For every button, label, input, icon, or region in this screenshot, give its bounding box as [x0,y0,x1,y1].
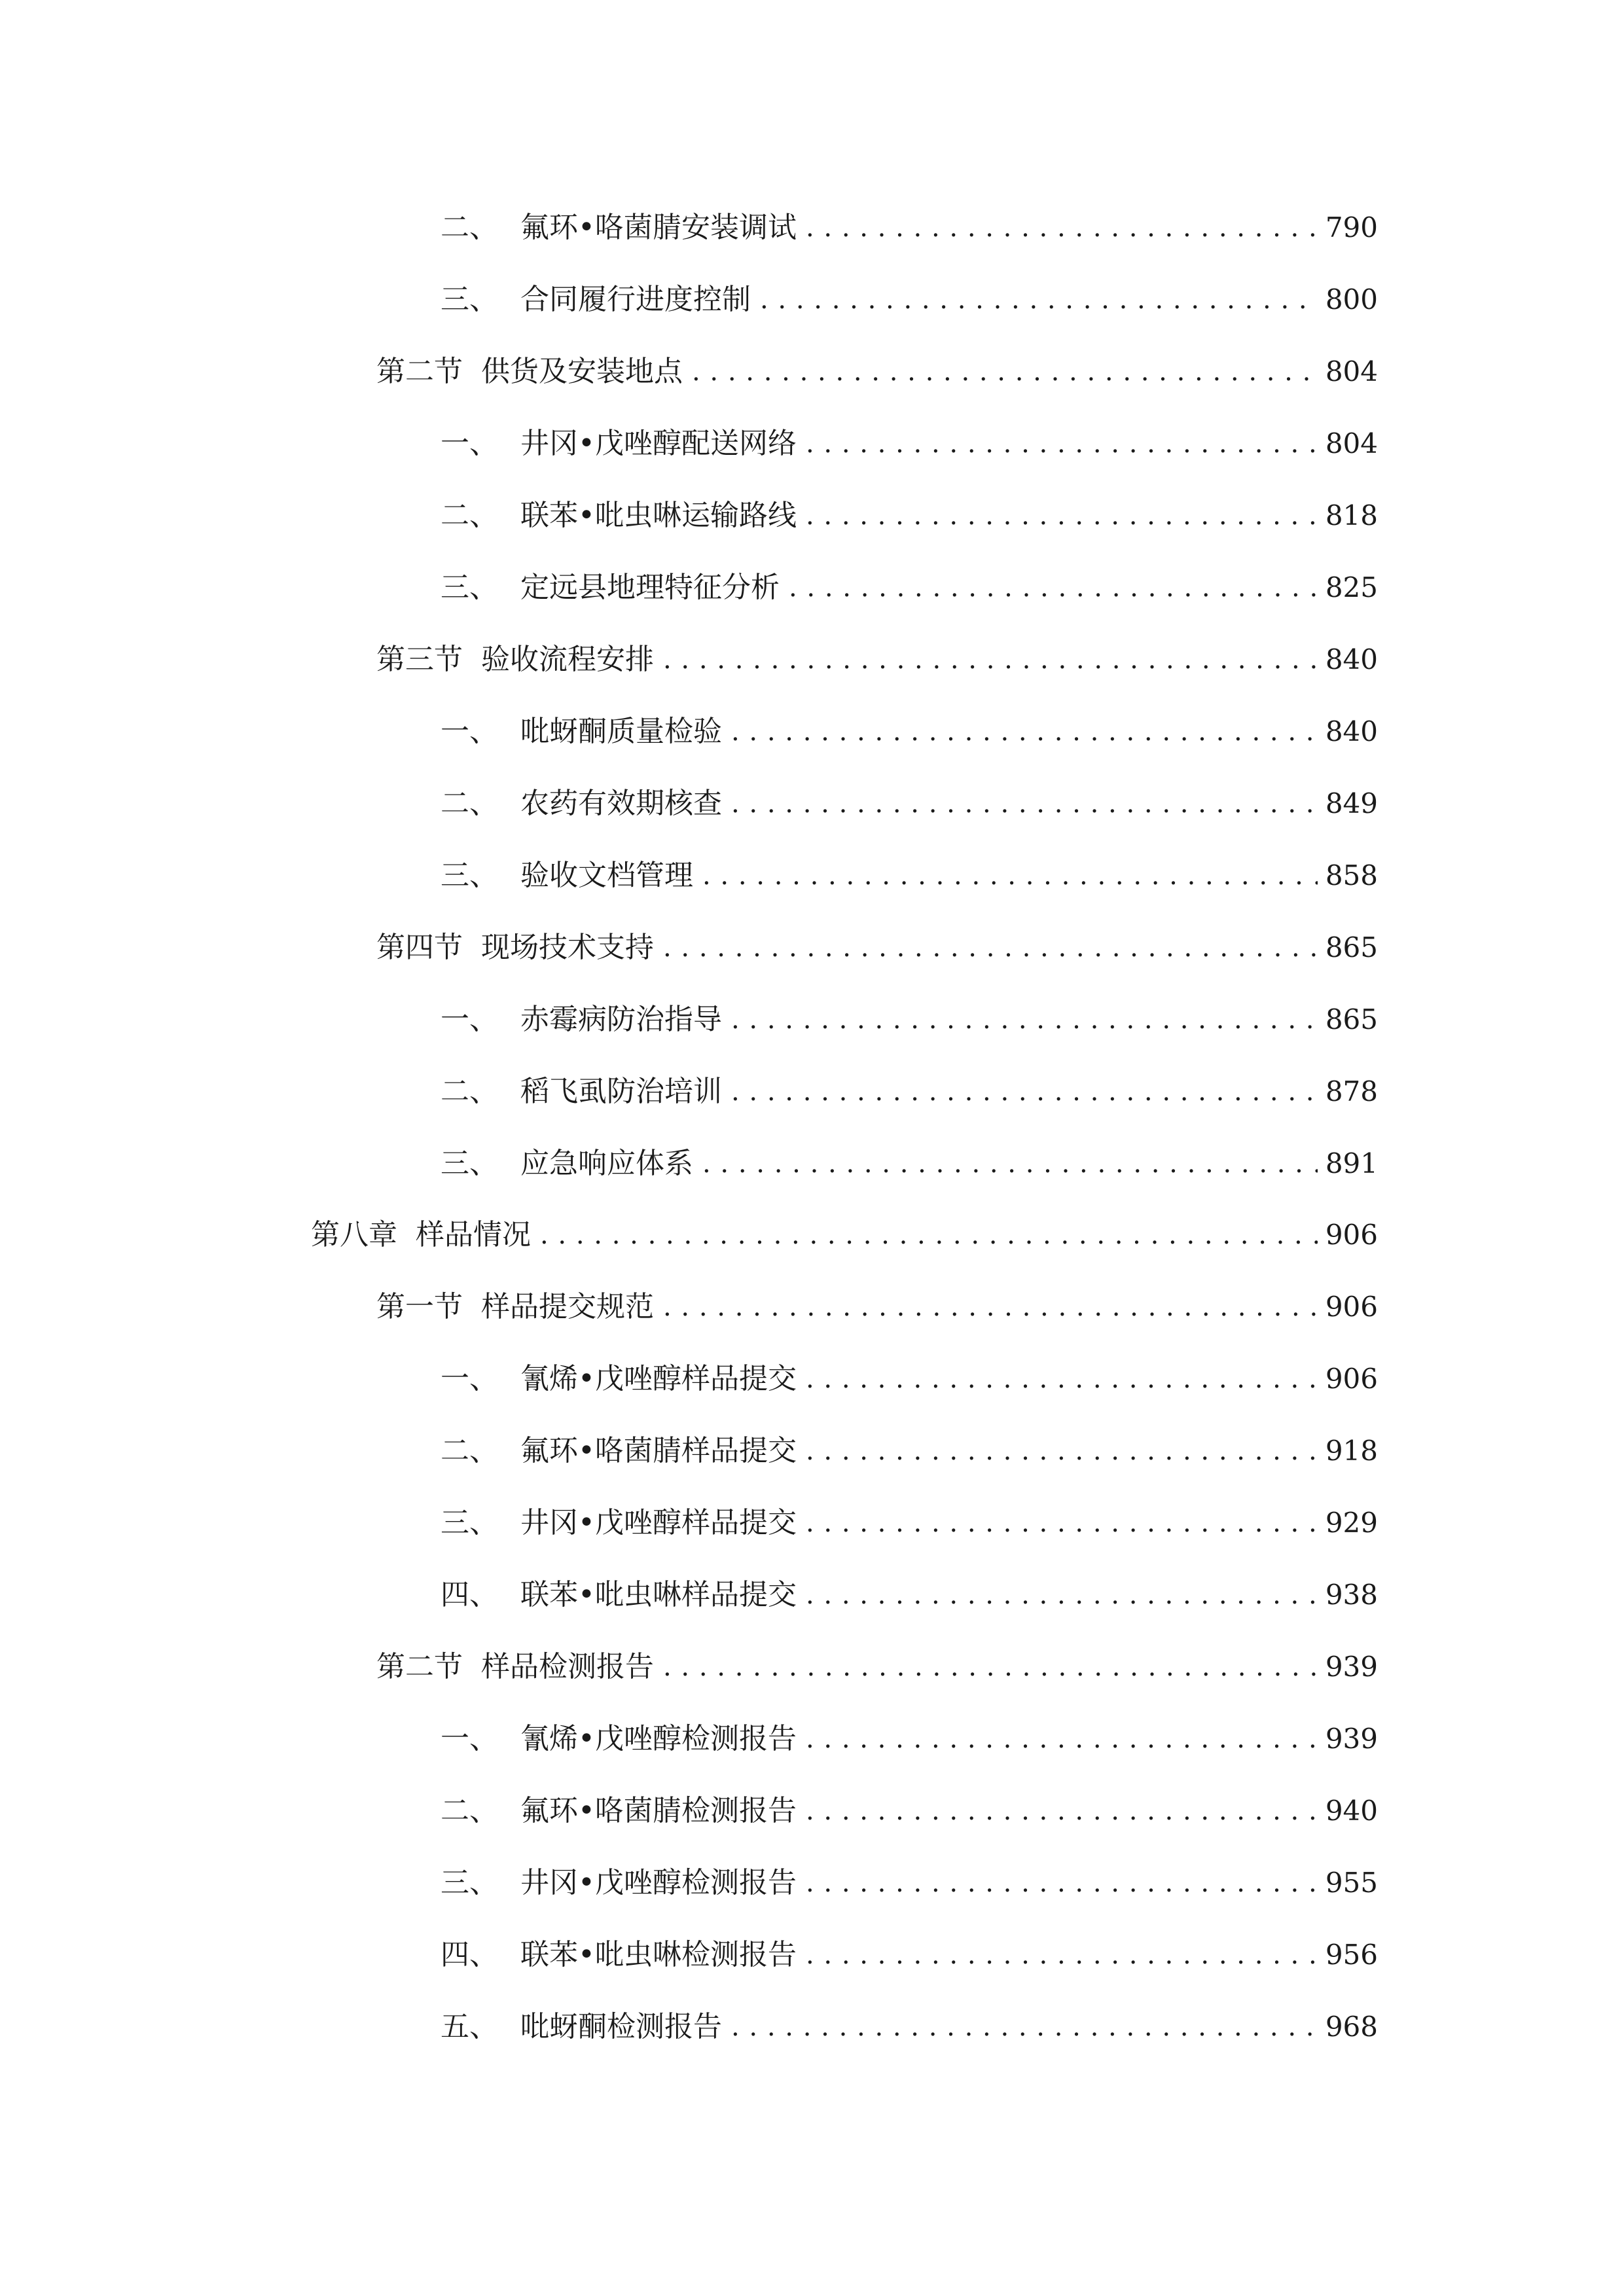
dot-leader [731,778,1318,830]
toc-entry-label [441,274,751,326]
toc-entry-label [441,1066,722,1118]
toc-entry-ordinal: 第八章 [311,1218,397,1251]
dot-leader [702,1138,1318,1190]
toc-entry-label [441,706,722,758]
toc-entry[interactable] [441,418,1378,470]
toc-entry-label [441,1138,693,1190]
dot-leader [806,418,1318,470]
toc-entry[interactable] [441,1066,1378,1118]
toc-entry-title: 井冈•戊唑醇样品提交 [520,1506,797,1539]
dot-leader [806,202,1318,254]
toc-entry-page-number: 906 [1325,1291,1378,1323]
toc-entry-page-number: 878 [1325,1075,1378,1107]
toc-entry-label [376,922,654,974]
toc-entry-title: 样品检测报告 [481,1650,654,1683]
dot-leader [806,1785,1318,1837]
toc-entry-label [376,1641,654,1693]
toc-entry[interactable] [441,202,1378,254]
toc-entry-page-number: 891 [1325,1147,1378,1179]
toc-entry-page-number: 939 [1325,1651,1378,1683]
toc-entry-page-number: 804 [1325,355,1378,387]
dot-leader [806,1857,1318,1909]
toc-entry[interactable] [441,778,1378,830]
toc-entry-title: 应急响应体系 [520,1147,693,1180]
toc-entry-ordinal: 二、 [441,787,498,820]
toc-entry[interactable] [441,1138,1378,1190]
toc-entry-title: 稻飞虱防治培训 [520,1075,722,1108]
toc-entry-page-number: 938 [1325,1579,1378,1611]
toc-entry-label [441,418,797,470]
toc-entry-ordinal: 一、 [441,427,498,460]
toc-entry-label [376,346,683,398]
dot-leader [731,706,1318,758]
toc-entry-ordinal: 三、 [441,1506,498,1539]
dot-leader [692,346,1318,398]
toc-entry[interactable] [376,1641,1378,1693]
dot-leader [806,1569,1318,1621]
toc-entry-page-number: 968 [1325,2011,1378,2043]
dot-leader [731,994,1318,1046]
toc-entry[interactable] [441,1497,1378,1549]
toc-entry[interactable] [441,2001,1378,2053]
toc-entry-ordinal: 一、 [441,715,498,748]
toc-entry-ordinal: 一、 [441,1722,498,1755]
toc-entry-title: 氟环•咯菌腈检测报告 [520,1794,797,1827]
dot-leader [806,1497,1318,1549]
toc-entry-page-number: 906 [1325,1363,1378,1395]
dot-leader [760,274,1318,326]
dot-leader [806,490,1318,542]
toc-entry-ordinal: 三、 [441,1866,498,1899]
toc-entry-page-number: 929 [1325,1507,1378,1539]
dot-leader [806,1425,1318,1477]
toc-entry[interactable] [441,706,1378,758]
toc-entry-ordinal: 三、 [441,571,498,604]
toc-entry-page-number: 906 [1325,1219,1378,1251]
toc-entry-ordinal: 三、 [441,859,498,892]
dot-leader [663,1281,1318,1333]
toc-entry-label [311,1209,531,1261]
toc-entry-title: 吡蚜酮质量检验 [520,715,722,748]
toc-entry[interactable] [376,634,1378,686]
dot-leader [806,1353,1318,1405]
toc-entry-label [441,490,797,542]
dot-leader [789,562,1318,614]
toc-entry-title: 联苯•吡虫啉检测报告 [520,1938,797,1971]
toc-entry-title: 样品情况 [416,1218,531,1251]
toc-entry-page-number: 858 [1325,859,1378,891]
toc-entry[interactable] [441,1353,1378,1405]
toc-entry-title: 吡蚜酮检测报告 [520,2010,722,2043]
toc-entry-label [441,202,797,254]
toc-entry-label [441,2001,722,2053]
toc-entry-title: 井冈•戊唑醇配送网络 [520,427,797,460]
toc-entry-ordinal: 三、 [441,283,498,316]
toc-entry[interactable] [441,1425,1378,1477]
toc-entry-ordinal: 五、 [441,2010,498,2043]
toc-entry-page-number: 800 [1325,283,1378,315]
dot-leader [663,634,1318,686]
toc-entry[interactable] [441,994,1378,1046]
toc-entry[interactable] [441,1713,1378,1765]
toc-entry-label [441,778,722,830]
toc-entry-ordinal: 二、 [441,211,498,244]
toc-entry[interactable] [441,1857,1378,1909]
toc-entry[interactable] [376,346,1378,398]
toc-entry[interactable] [376,1281,1378,1333]
dot-leader [702,850,1318,902]
toc-entry-page-number: 804 [1325,427,1378,459]
toc-entry-title: 赤霉病防治指导 [520,1003,722,1036]
dot-leader [731,2001,1318,2053]
toc-entry-title: 农药有效期核查 [520,787,722,820]
toc-entry[interactable] [441,1929,1378,1981]
toc-entry-ordinal: 二、 [441,1794,498,1827]
toc-entry-page-number: 940 [1325,1795,1378,1827]
toc-entry-ordinal: 二、 [441,1075,498,1108]
toc-entry-title: 井冈•戊唑醇检测报告 [520,1866,797,1899]
toc-entry-title: 氟环•咯菌腈样品提交 [520,1434,797,1467]
toc-entry-ordinal: 第一节 [376,1290,463,1323]
toc-entry-title: 验收流程安排 [481,643,654,676]
toc-entry-title: 现场技术支持 [481,931,654,964]
toc-entry-label [441,1857,797,1909]
toc-entry-label [441,1425,797,1477]
toc-entry-ordinal: 四、 [441,1578,498,1611]
toc-entry[interactable] [441,562,1378,614]
toc-entry-label [441,1569,797,1621]
toc-entry-ordinal: 三、 [441,1147,498,1180]
toc-entry-page-number: 849 [1325,787,1378,819]
toc-entry-ordinal: 一、 [441,1362,498,1395]
toc-entry-page-number: 865 [1325,931,1378,963]
toc-entry-label [441,1785,797,1837]
toc-entry-page-number: 956 [1325,1939,1378,1971]
toc-entry-ordinal: 第二节 [376,1650,463,1683]
toc-entry-title: 定远县地理特征分析 [520,571,780,604]
toc-entry-ordinal: 第四节 [376,931,463,964]
toc-entry-title: 氰烯•戊唑醇检测报告 [520,1722,797,1755]
toc-entry-label [441,1497,797,1549]
toc-entry[interactable] [441,850,1378,902]
toc-entry-page-number: 865 [1325,1003,1378,1035]
toc-entry-title: 供货及安装地点 [481,355,683,388]
toc-entry[interactable] [376,922,1378,974]
dot-leader [731,1066,1318,1118]
toc-entry-page-number: 840 [1325,715,1378,747]
toc-entry-title: 氰烯•戊唑醇样品提交 [520,1362,797,1395]
toc-entry-ordinal: 第二节 [376,355,463,388]
dot-leader [540,1209,1318,1261]
toc-entry-ordinal: 一、 [441,1003,498,1036]
toc-entry[interactable] [311,1209,1378,1261]
dot-leader [806,1929,1318,1981]
toc-entry-title: 验收文档管理 [520,859,693,892]
toc-entry-label [441,994,722,1046]
toc-entry-page-number: 955 [1325,1867,1378,1899]
toc-entry[interactable] [441,490,1378,542]
toc-entry-page-number: 825 [1325,571,1378,603]
toc-entry-title: 氟环•咯菌腈安装调试 [520,211,797,244]
toc-entry-ordinal: 二、 [441,499,498,532]
toc-entry[interactable] [441,1785,1378,1837]
toc-entry[interactable] [441,274,1378,326]
toc-entry-page-number: 818 [1325,499,1378,531]
toc-entry-label [441,850,693,902]
dot-leader [663,922,1318,974]
toc-entry-ordinal: 二、 [441,1434,498,1467]
toc-entry[interactable] [441,1569,1378,1621]
toc-entry-page-number: 939 [1325,1723,1378,1755]
toc-entry-ordinal: 第三节 [376,643,463,676]
toc-entry-label [441,562,780,614]
toc-entry-label [376,1281,654,1333]
toc-entry-title: 合同履行进度控制 [520,283,751,316]
toc-entry-title: 联苯•吡虫啉样品提交 [520,1578,797,1611]
toc-entry-title: 样品提交规范 [481,1290,654,1323]
dot-leader [663,1641,1318,1693]
dot-leader [806,1713,1318,1765]
toc-entry-ordinal: 四、 [441,1938,498,1971]
toc-entry-label [441,1713,797,1765]
toc-entry-page-number: 918 [1325,1435,1378,1467]
toc-entry-label [376,634,654,686]
toc-entry-page-number: 840 [1325,643,1378,675]
toc-entry-page-number: 790 [1325,211,1378,243]
toc-entry-label [441,1929,797,1981]
toc-entry-title: 联苯•吡虫啉运输路线 [520,499,797,532]
toc-entry-label [441,1353,797,1405]
